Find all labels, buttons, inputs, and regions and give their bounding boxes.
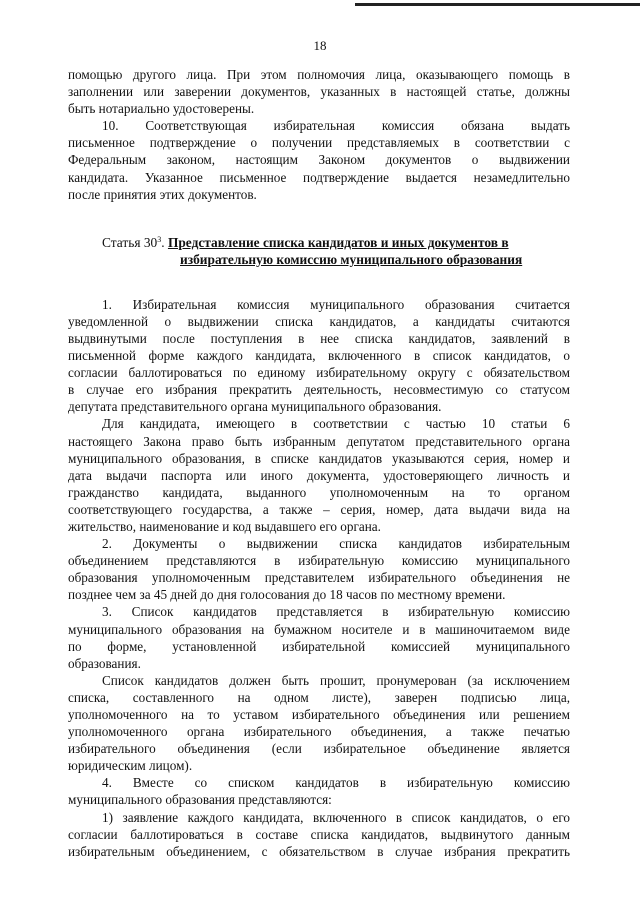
article-number-superscript: 3 <box>157 234 162 244</box>
text-line: 3. Список кандидатов представляется в избирательную комиссию <box>102 604 570 620</box>
text-line: объединением представляются в избирательную комиссию муниципального <box>68 553 570 569</box>
document-body <box>68 66 570 860</box>
text-line: 2. Документы о выдвижении списка кандидатов избирательным <box>102 536 570 552</box>
text-line: юридическим лицом). <box>68 758 193 774</box>
text-line: 10. Соответствующая избирательная комиссия обязана выдать <box>102 118 570 134</box>
article-title-line-2: избирательную комиссию муниципального образования <box>180 251 523 267</box>
text-line: заполнении или заверении документов, указанных в настоящей статье, должны <box>68 84 570 100</box>
text-line: помощью другого лица. При этом полномочия лица, оказывающего помощь в <box>68 67 570 82</box>
text-line: после принятия этих документов. <box>68 186 257 202</box>
text-line: 1) заявление каждого кандидата, включенного в список кандидатов, о его <box>102 809 570 825</box>
text-line: 1. Избирательная комиссия муниципального образования считается <box>102 296 570 312</box>
article-heading <box>68 231 570 268</box>
article-heading-line-2 <box>68 251 570 268</box>
text-line: Федеральным законом, настоящим Законом документов о выдвижении <box>68 152 570 168</box>
text-line: Список кандидатов должен быть прошит, пронумерован (за исключением <box>102 672 570 688</box>
text-line: согласии баллотироваться в составе списка кандидатов, выдвинутого данным <box>68 826 570 842</box>
article-number: Статья 30 <box>102 234 158 250</box>
text-line: муниципального образования представляются: <box>68 792 332 808</box>
text-line: уведомленной о выдвижении списка кандидатов, а кандидаты считаются <box>68 313 570 329</box>
text-line: Для кандидата, имеющего в соответствии с частью 10 статьи 6 <box>102 416 570 432</box>
text-line: уполномоченного органа избирательного объединения, а также печатью <box>68 724 570 740</box>
text-line: гражданство кандидата, выданного уполномоченным на то органом <box>68 484 570 500</box>
paragraph-item-3-continued <box>68 672 570 775</box>
text-line: депутата представительного органа муниципального образования. <box>68 399 442 415</box>
paragraph-item-3 <box>68 603 570 671</box>
paragraph-item-10 <box>68 117 570 202</box>
text-line: соответствующего государства, а также – серия, номер, дата выдачи вида на <box>68 501 570 517</box>
text-line: в случае его избрания прекратить деятельность, несовместимую со статусом <box>68 382 570 398</box>
text-line: образования. <box>68 655 141 671</box>
text-line: письменное подтверждение о получении представляемых в соответствии с <box>68 135 570 151</box>
text-line: выдвинутыми после поступления в нее списка кандидатов, заявлений в <box>68 330 570 346</box>
paragraph-item-1-continued <box>68 415 570 535</box>
text-line: 4. Вместе со списком кандидатов в избирательную комиссию <box>102 775 570 791</box>
text-line: быть нотариально удостоверены. <box>68 101 255 117</box>
top-rule <box>355 3 640 6</box>
text-line: избирательного объединения (если избирательное объединение является <box>68 741 570 757</box>
page-number: 18 <box>313 38 327 53</box>
text-line: позднее чем за 45 дней до дня голосования до 18 часов по местному времени. <box>68 587 506 603</box>
article-number-dot: . <box>161 234 168 250</box>
text-line: настоящего Закона право быть избранным депутатом представительного органа <box>68 433 570 449</box>
paragraph-item-1 <box>68 296 570 416</box>
text-line: муниципального образования, в списке кандидатов указываются серия, номер и <box>68 450 570 466</box>
text-line: избирательным объединением, с обязательством в случае избрания прекратить <box>68 843 570 859</box>
text-line: уполномоченного на то уставом избирательного объединения или решением <box>68 707 570 722</box>
paragraph-item-2 <box>68 535 570 603</box>
text-line: муниципального образования на бумажном носителе и в машиночитаемом виде <box>68 621 570 637</box>
text-line: письменной форме каждого кандидата, включенного в список кандидатов, о <box>68 348 570 364</box>
text-line: кандидата. Указанное письменное подтверждение выдается незамедлительно <box>68 169 570 185</box>
text-line: образования уполномоченным представителем избирательного объединения не <box>68 570 570 586</box>
paragraph-continuation <box>68 66 570 117</box>
paragraph-item-4 <box>68 774 570 808</box>
text-line: списка, составленного на одном листе), заверен подписью лица, <box>68 689 570 705</box>
text-line: по форме, установленной избирательной комиссией муниципального <box>68 638 570 654</box>
text-line: дата выдачи паспорта или иного документа, удостоверяющего личность и <box>68 467 570 483</box>
text-line: согласии баллотироваться по единому избирательному округу с обязательством <box>68 365 570 381</box>
text-line: жительство, наименование и код выдавшего его органа. <box>68 518 381 534</box>
article-heading-line-1 <box>68 231 570 251</box>
article-title-line-1: Представление списка кандидатов и иных документов в <box>167 234 509 250</box>
paragraph-item-4-1 <box>68 809 570 860</box>
